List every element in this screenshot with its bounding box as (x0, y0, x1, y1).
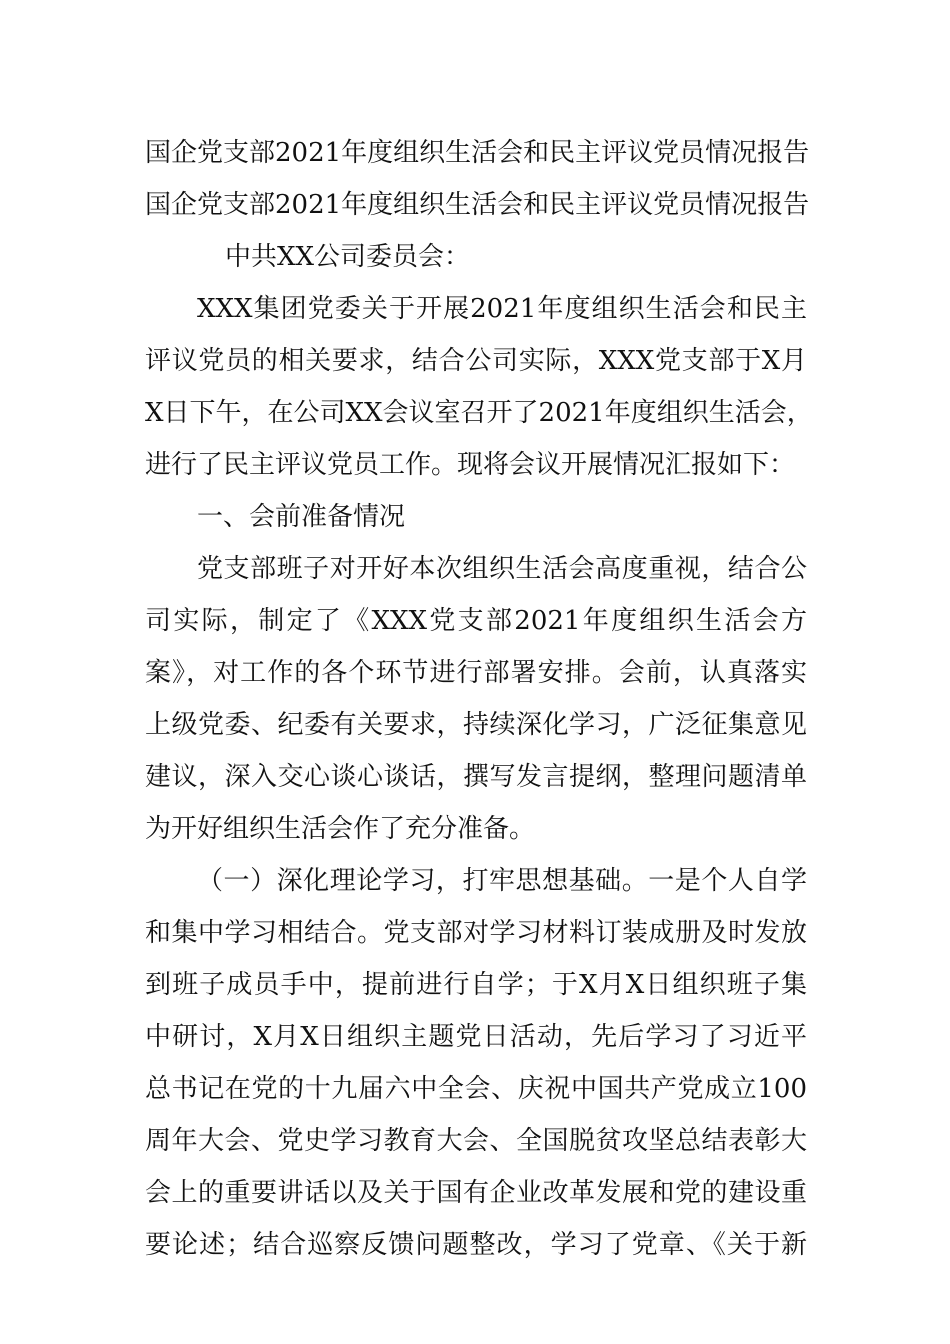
paragraph-3-line-2: 和集中学习相结合。党支部对学习材料订装成册及时发放 (145, 918, 807, 948)
paragraph-3-line-6: 周年大会、党史学习教育大会、全国脱贫攻坚总结表彰大 (145, 1126, 807, 1156)
paragraph-3-line-5: 总书记在党的十九届六中全会、庆祝中国共产党成立100 (145, 1074, 807, 1104)
paragraph-3-line-1: （一）深化理论学习，打牢思想基础。一是个人自学 (197, 866, 807, 896)
paragraph-1-line-1: XXX集团党委关于开展2021年度组织生活会和民主 (197, 294, 807, 324)
section-heading-1: 一、会前准备情况 (197, 502, 406, 532)
paragraph-2-line-3: 案》，对工作的各个环节进行部署安排。会前，认真落实 (145, 658, 807, 688)
paragraph-3-line-3: 到班子成员手中，提前进行自学；于X月X日组织班子集 (145, 970, 807, 1000)
paragraph-3-line-8: 要论述；结合巡察反馈问题整改，学习了党章、《关于新 (145, 1230, 807, 1260)
paragraph-2-line-6: 为开好组织生活会作了充分准备。 (145, 814, 536, 844)
document-title-line-2: 国企党支部2021年度组织生活会和民主评议党员情况报告 (145, 190, 810, 220)
paragraph-1-line-4: 进行了民主评议党员工作。现将会议开展情况汇报如下： (145, 450, 796, 480)
document-body (145, 127, 813, 1271)
paragraph-3-line-7: 会上的重要讲话以及关于国有企业改革发展和党的建设重 (145, 1178, 807, 1208)
salutation: 中共XX公司委员会： (225, 242, 471, 272)
paragraph-2-line-5: 建议，深入交心谈心谈话，撰写发言提纲，整理问题清单 (145, 762, 807, 792)
paragraph-1-line-2: 评议党员的相关要求，结合公司实际，XXX党支部于X月 (145, 346, 807, 376)
paragraph-2-line-2: 司实际，制定了《XXX党支部2021年度组织生活会方 (145, 606, 807, 636)
paragraph-2-line-4: 上级党委、纪委有关要求，持续深化学习，广泛征集意见 (145, 710, 807, 740)
paragraph-3-line-4: 中研讨，X月X日组织主题党日活动，先后学习了习近平 (145, 1022, 807, 1052)
paragraph-2-line-1: 党支部班子对开好本次组织生活会高度重视，结合公 (197, 554, 807, 584)
document-title-line-1: 国企党支部2021年度组织生活会和民主评议党员情况报告 (145, 138, 810, 168)
paragraph-1-line-3: X日下午，在公司XX会议室召开了2021年度组织生活会， (145, 398, 813, 428)
